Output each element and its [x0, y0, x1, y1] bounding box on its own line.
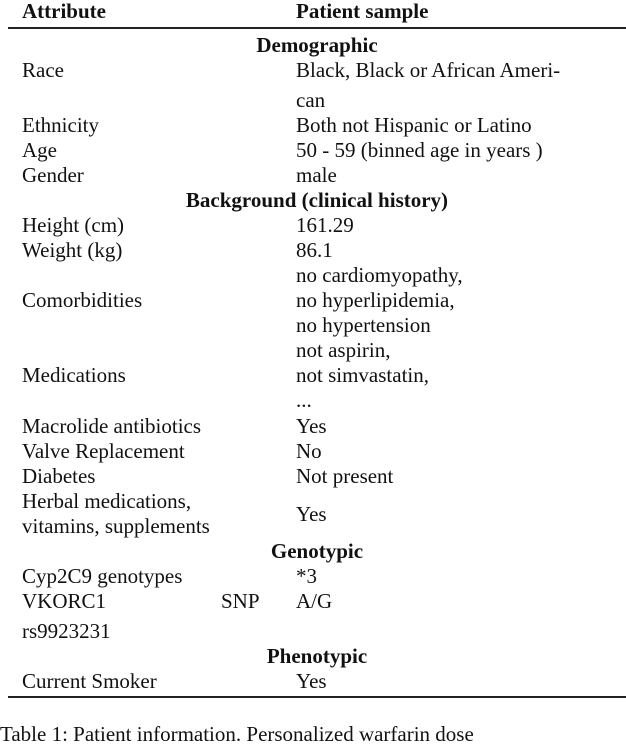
value-height: 161.29: [296, 213, 354, 237]
attr-diabetes: Diabetes: [22, 464, 96, 488]
table-caption: Table 1: Patient information. Personalized warfarin dose: [0, 722, 474, 746]
value-macrolide: Yes: [296, 414, 327, 438]
value-cyp2c9: *3: [296, 564, 317, 588]
attr-valve: Valve Replacement: [22, 439, 185, 463]
attr-age: Age: [22, 138, 57, 162]
column-header-patient-sample: Patient sample: [296, 0, 429, 23]
attr-comorbidities: Comorbidities: [22, 288, 143, 312]
value-smoker: Yes: [296, 669, 327, 693]
attr-herbal-line1: Herbal medications,: [22, 489, 192, 513]
attr-macrolide: Macrolide antibiotics: [22, 414, 202, 438]
attr-race: Race: [22, 58, 64, 82]
value-diabetes: Not present: [296, 464, 394, 488]
header-rule: [8, 27, 626, 29]
section-genotypic: Genotypic: [270, 539, 364, 563]
attr-cyp2c9: Cyp2C9 genotypes: [22, 564, 183, 588]
value-comorbidities-line2: no hyperlipidemia,: [296, 288, 455, 312]
attr-height: Height (cm): [22, 213, 125, 237]
bottom-rule: [8, 696, 626, 698]
section-background: Background (clinical history): [185, 188, 449, 212]
attr-vkorc1-rsid: rs9923231: [22, 619, 111, 643]
value-comorbidities-line3: no hypertension: [296, 313, 431, 337]
value-vkorc1: A/G: [296, 589, 333, 613]
value-ethnicity: Both not Hispanic or Latino: [296, 113, 532, 137]
value-comorbidities-line1: no cardiomyopathy,: [296, 263, 463, 287]
value-age: 50 - 59 (binned age in years ): [296, 138, 543, 162]
value-medications-line1: not aspirin,: [296, 338, 391, 362]
section-phenotypic: Phenotypic: [266, 644, 368, 668]
value-weight: 86.1: [296, 238, 333, 262]
attr-vkorc1-snp: SNP: [221, 589, 260, 613]
section-demographic: Demographic: [256, 33, 378, 57]
attr-gender: Gender: [22, 163, 84, 187]
attr-herbal-line2: vitamins, supplements: [22, 514, 210, 538]
value-herbal: Yes: [296, 502, 327, 526]
attr-ethnicity: Ethnicity: [22, 113, 99, 137]
value-medications-line2: not simvastatin,: [296, 363, 429, 387]
attr-medications: Medications: [22, 363, 126, 387]
value-race-line2: can: [296, 88, 326, 112]
attr-vkorc1: VKORC1: [22, 589, 107, 613]
column-header-attribute: Attribute: [22, 0, 106, 23]
attr-weight: Weight (kg): [22, 238, 123, 262]
value-race-line1: Black, Black or African Ameri-: [296, 58, 561, 82]
value-medications-line3: ...: [296, 388, 312, 412]
value-valve: No: [296, 439, 322, 463]
attr-smoker: Current Smoker: [22, 669, 157, 693]
value-gender: male: [296, 163, 337, 187]
